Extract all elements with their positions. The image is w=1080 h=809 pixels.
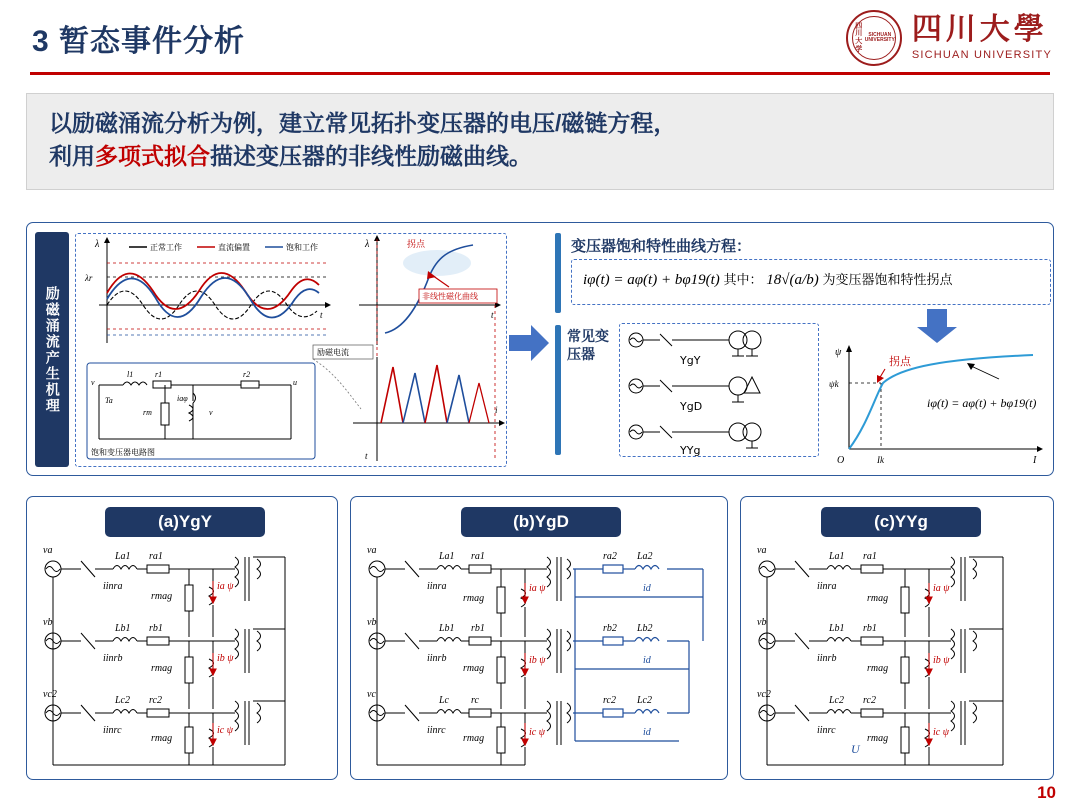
statement-highlight: 多项式拟合	[95, 143, 210, 170]
panel-c-mag-res-0: rmag	[867, 593, 889, 604]
statement-box	[26, 93, 1054, 190]
panel-ygy-circuit	[35, 541, 331, 773]
panel-c-mag-res-1: rmag	[867, 663, 889, 674]
flow-arrow-icon	[509, 323, 551, 363]
formula-where-text: 其中：	[723, 273, 763, 288]
svg-text:t: t	[365, 451, 368, 461]
panel-b-mag-cur-1: ib ψ	[529, 655, 546, 666]
svg-text:v: v	[91, 378, 95, 387]
chart-origin-label: O	[837, 455, 845, 465]
statement-text-2b: 描述变压器的非线性励磁曲线。	[210, 143, 532, 170]
panel-a-inductor-1: Lb1	[115, 623, 131, 634]
formula-title: 变压器饱和特性曲线方程：	[571, 238, 752, 255]
panel-c-resistor-0: ra1	[863, 551, 877, 562]
panel-a-inductor-0: La1	[115, 551, 131, 562]
statement-line-2	[49, 140, 1033, 173]
page-number: 10	[1037, 783, 1056, 802]
panel-a-current-0: iinra	[103, 581, 123, 592]
panel-a-resistor-1: rb1	[149, 623, 163, 634]
header-divider	[30, 72, 1050, 75]
slide-header	[0, 0, 1080, 78]
panel-b-mag-res-1: rmag	[463, 663, 485, 674]
panel-c-mag-cur-1: ib ψ	[933, 655, 950, 666]
chart-equation: iφ(t) = aφ(t) + bφ19(t)	[927, 396, 1037, 410]
panel-b-delta-res-0: ra2	[603, 551, 617, 562]
panel-a-mag-cur-0: ia ψ	[217, 581, 234, 592]
panel-yyg	[740, 496, 1054, 780]
panel-a-resistor-0: ra1	[149, 551, 163, 562]
transformer-section-accent	[555, 325, 561, 455]
university-logo	[846, 10, 1052, 66]
panel-b-mag-cur-0: ia ψ	[529, 583, 546, 594]
svg-text:饱和变压器电路图: 饱和变压器电路图	[91, 448, 155, 457]
chart-i-k-label: Ik	[877, 455, 884, 465]
panel-ygy	[26, 496, 338, 780]
svg-text:i: i	[495, 405, 498, 415]
transformer-type-2: YYg	[680, 444, 701, 456]
panel-c-neutral-label: U	[851, 742, 860, 756]
university-name	[911, 12, 1052, 61]
panel-c-current-1: iinrb	[817, 653, 837, 664]
down-arrow-icon	[917, 309, 957, 343]
waveform-and-circuit-diagram	[77, 233, 507, 467]
svg-text:t: t	[320, 310, 323, 320]
svg-text:r2: r2	[243, 370, 251, 379]
svg-text:励磁电流: 励磁电流	[317, 348, 349, 357]
panel-b-delta-cur-2: id	[643, 727, 651, 738]
panel-a-inductor-2: Lc2	[115, 695, 130, 706]
panel-b-delta-cur-1: id	[643, 655, 651, 666]
panel-ygd-circuit	[359, 541, 721, 773]
page-title: 3 暂态事件分析	[32, 25, 246, 58]
transformer-type-diagrams	[620, 324, 818, 456]
panel-b-current-2: iinrc	[427, 725, 446, 736]
svg-text:λ: λ	[95, 239, 100, 250]
svg-text:λr: λr	[85, 273, 93, 283]
svg-text:r1: r1	[155, 370, 163, 379]
formula-section-accent	[555, 233, 561, 313]
panel-ygy-caption: (a)YgY	[105, 507, 265, 537]
statement-line-1	[49, 107, 1033, 140]
panel-a-current-1: iinrb	[103, 653, 123, 664]
panel-c-source-1: vb	[757, 617, 767, 628]
panel-b-delta-res-1: rb2	[603, 623, 617, 634]
panel-c-mag-res-2: rmag	[867, 733, 889, 744]
panel-c-source-2: vc2	[757, 689, 771, 700]
svg-text:非线性磁化曲线: 非线性磁化曲线	[422, 292, 478, 301]
panel-a-mag-res-0: rmag	[151, 591, 173, 602]
svg-text:v: v	[209, 408, 213, 417]
seal-text-cn: 四川大学	[855, 22, 863, 53]
svg-text:u: u	[293, 378, 297, 387]
panel-c-mag-cur-0: ia ψ	[933, 583, 950, 594]
panel-a-resistor-2: rc2	[149, 695, 162, 706]
panel-a-source-0: va	[43, 545, 53, 556]
svg-text:饱和工作: 饱和工作	[286, 243, 318, 252]
panel-b-inductor-2: Lc	[439, 695, 449, 706]
transformer-types-box	[619, 323, 819, 457]
saturation-curve-chart	[823, 345, 1051, 465]
panel-b-delta-ind-0: La2	[637, 551, 653, 562]
svg-text:正常工作: 正常工作	[150, 243, 182, 252]
panel-b-resistor-1: rb1	[471, 623, 485, 634]
formula-root-text: 18√(a/b)	[766, 272, 819, 288]
panel-b-source-0: va	[367, 545, 377, 556]
university-name-en: SICHUAN UNIVERSITY	[911, 49, 1052, 61]
statement-text-2a: 利用	[49, 143, 95, 170]
panel-b-delta-cur-0: id	[643, 583, 651, 594]
formula-expression	[583, 269, 952, 289]
panel-b-mag-res-0: rmag	[463, 593, 485, 604]
svg-text:rm: rm	[143, 408, 152, 417]
chart-x-axis-label: I	[1033, 455, 1037, 465]
panel-b-inductor-0: La1	[439, 551, 455, 562]
panel-ygd	[350, 496, 728, 780]
panel-b-delta-ind-2: Lc2	[637, 695, 652, 706]
university-seal-icon	[846, 10, 902, 66]
panel-b-current-0: iinra	[427, 581, 447, 592]
panel-b-delta-ind-1: Lb2	[637, 623, 653, 634]
chart-knee-label: 拐点	[889, 355, 911, 368]
seal-text-en: SICHUAN UNIVERSITY	[864, 31, 895, 43]
svg-text:l1: l1	[127, 370, 134, 379]
transformer-group-label: 常见变压器	[567, 328, 609, 363]
statement-text-1: 以励磁涌流分析为例，建立常见拓扑变压器的电压/磁链方程，	[49, 110, 677, 136]
university-name-cn: 四川大學	[911, 12, 1048, 47]
panel-a-mag-cur-2: ic ψ	[217, 725, 233, 736]
panel-a-current-2: iinrc	[103, 725, 122, 736]
panel-c-inductor-1: Lb1	[829, 623, 845, 634]
panel-a-source-2: vc2	[43, 689, 57, 700]
panel-b-inductor-1: Lb1	[439, 623, 455, 634]
panel-a-mag-res-1: rmag	[151, 663, 173, 674]
panel-c-resistor-2: rc2	[863, 695, 876, 706]
mechanism-panel	[26, 222, 1054, 476]
panel-a-mag-res-2: rmag	[151, 733, 173, 744]
panel-ygd-caption: (b)YgD	[461, 507, 621, 537]
svg-text:t: t	[491, 310, 494, 320]
panel-c-mag-cur-2: ic ψ	[933, 727, 949, 738]
chart-psi-k-label: ψk	[829, 379, 839, 389]
panel-b-resistor-0: ra1	[471, 551, 485, 562]
panel-a-mag-cur-1: ib ψ	[217, 653, 234, 664]
panel-b-mag-res-2: rmag	[463, 733, 485, 744]
panel-b-current-1: iinrb	[427, 653, 447, 664]
panel-b-source-2: vc	[367, 689, 376, 700]
svg-text:λ: λ	[365, 239, 370, 250]
panel-c-current-0: iinra	[817, 581, 837, 592]
panel-a-source-1: vb	[43, 617, 53, 628]
panel-c-source-0: va	[757, 545, 767, 556]
transformer-type-0: YgY	[680, 354, 701, 367]
panel-yyg-circuit	[749, 541, 1047, 773]
svg-text:直流偏置: 直流偏置	[218, 243, 250, 252]
transformer-type-1: YgD	[680, 400, 703, 413]
panel-b-source-1: vb	[367, 617, 377, 628]
svg-text:iaφ: iaφ	[177, 394, 188, 403]
panel-c-current-2: iinrc	[817, 725, 836, 736]
chart-y-axis-label: ψ	[835, 347, 842, 358]
panel-c-inductor-2: Lc2	[829, 695, 844, 706]
formula-main-text: iφ(t) = aφ(t) + bφ19(t)	[583, 272, 720, 288]
panel-b-mag-cur-2: ic ψ	[529, 727, 545, 738]
formula-tail-text: 为变压器饱和特性拐点	[822, 273, 953, 288]
panel-b-resistor-2: rc	[471, 695, 479, 706]
svg-text:拐点: 拐点	[407, 240, 426, 250]
panel-c-inductor-0: La1	[829, 551, 845, 562]
panel-yyg-caption: (c)YYg	[821, 507, 981, 537]
panel-b-delta-res-2: rc2	[603, 695, 616, 706]
mechanism-vertical-label: 励磁涌流产生机理	[35, 232, 69, 467]
svg-text:Ta: Ta	[105, 396, 113, 405]
panel-c-resistor-1: rb1	[863, 623, 877, 634]
